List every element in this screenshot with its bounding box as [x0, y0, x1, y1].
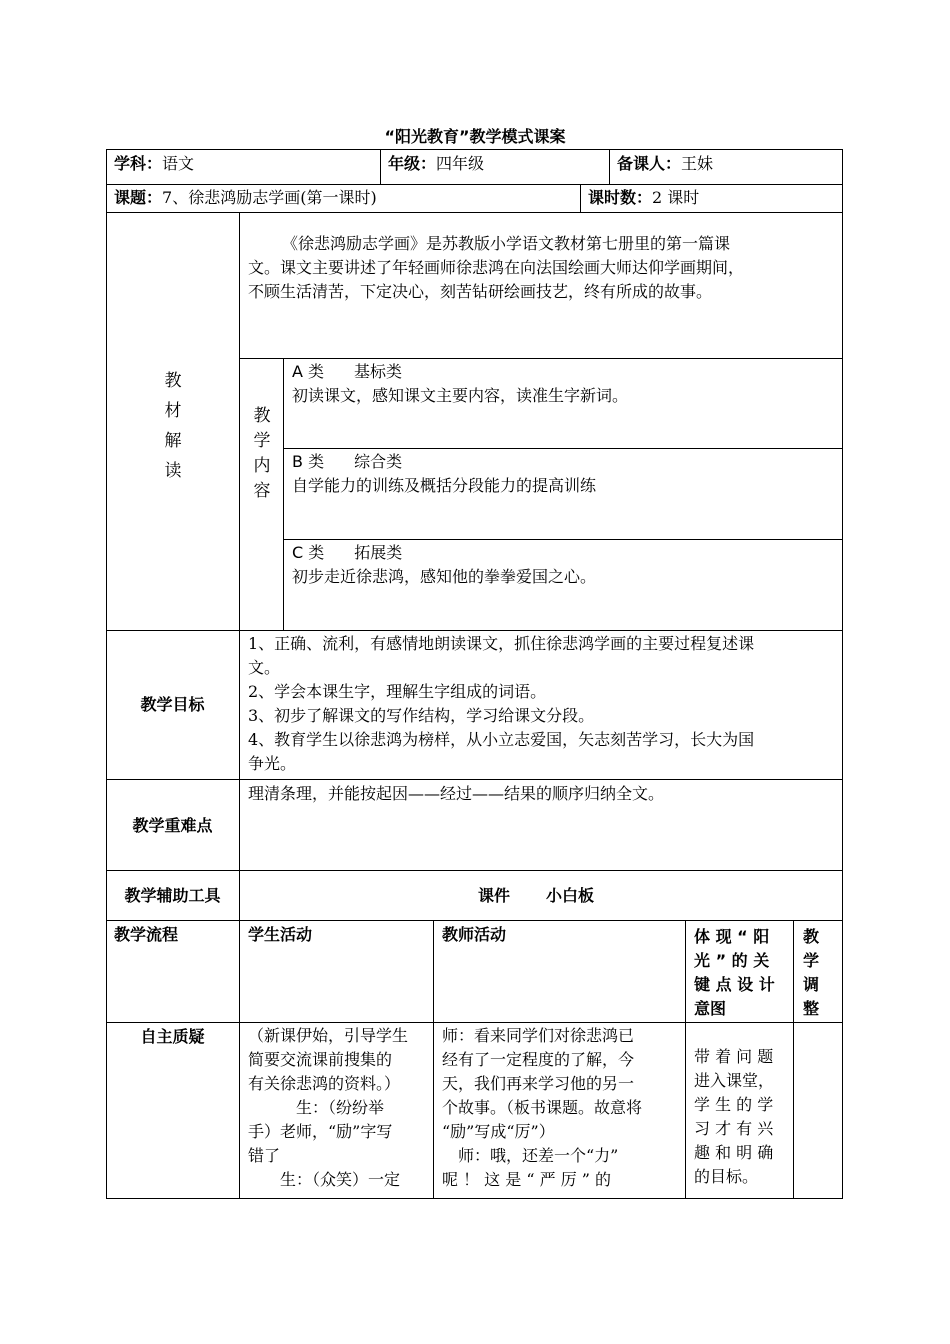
- flow-row-process: 自主质疑: [140, 1027, 205, 1046]
- category-a-desc: 初读课文，感知课文主要内容，读准生字新词。: [292, 386, 629, 405]
- page-title: “阳光教育”教学模式课案: [384, 127, 566, 146]
- flow-student-header: 学生活动: [248, 925, 313, 944]
- key-points-text: 理清条理，并能按起因——经过——结果的顺序归纳全文。: [248, 784, 665, 803]
- flow-row-teacher: 师：看来同学们对徐悲鸿已 经有了一定程度的了解，今 天，我们再来学习他的另一 个故事。（板书课题。故意将 “励”写成“厉”） 师：哦，还差一个“力” 呢 ！ 这 是 “ 严 厉 ” 的: [442, 1026, 643, 1189]
- topic-value: 7、徐悲鸿励志学画(第一课时): [162, 188, 377, 207]
- goals-list: 1、正确、流利，有感情地朗读课文，抓住徐悲鸿学画的主要过程复述课 文。 2、学会本课生字，理解生字组成的词语。 3、初步了解课文的写作结构，学习给课文分段。 4、教育学生以徐悲鸿为榜样，从小立志爱国，矢志刻苦学习，长大为国 争光。: [248, 634, 755, 773]
- category-b: B 类 综合类 自学能力的训练及概括分段能力的提高训练: [292, 450, 596, 498]
- topic-cell: [114, 186, 377, 210]
- textbook-intro: 《徐悲鸿励志学画》是苏教版小学语文教材第七册里的第一篇课 文。课文主要讲述了年轻画师徐悲鸿在向法国绘画大师达仰学画期间， 不顾生活清苦，下定决心，刻苦钻研绘画技艺，终有所成的故事。: [248, 234, 745, 301]
- category-a: A 类 基标类 初读课文，感知课文主要内容，读准生字新词。: [292, 360, 628, 408]
- grade-label: 年级：: [388, 154, 437, 173]
- subject-label: 学科：: [114, 154, 163, 173]
- subject-value: 语文: [162, 154, 195, 173]
- category-b-desc: 自学能力的训练及概括分段能力的提高训练: [292, 476, 597, 495]
- category-c-desc: 初步走近徐悲鸿，感知他的拳拳爱国之心。: [292, 567, 597, 586]
- flow-process-header: 教学流程: [114, 925, 179, 944]
- flow-row-design: 带 着 问 题 进入课堂， 学 生 的 学 习 才 有 兴 趣 和 明 确 的目标。: [694, 1047, 775, 1186]
- category-c: C 类 拓展类 初步走近徐悲鸿，感知他的拳拳爱国之心。: [292, 541, 596, 589]
- preparer-value: 王妹: [681, 154, 714, 173]
- preparer-cell: [617, 152, 713, 176]
- flow-row-student: （新课伊始，引导学生 简要交流课前搜集的 有关徐悲鸿的资料。） 生：（纷纷举 手）老师，“励”字写 错了 生：（众笑）一定: [248, 1026, 409, 1189]
- flow-adjust-header: 教 学 调 整: [803, 927, 820, 1018]
- content-section-label: 教 学 内 容: [253, 406, 271, 501]
- goals-label: 教学目标: [140, 695, 205, 714]
- hours-label: 课时数：: [588, 188, 653, 207]
- tools-item-whiteboard: 小白板: [546, 886, 595, 905]
- key-points-label: 教学重难点: [132, 816, 213, 835]
- flow-teacher-header: 教师活动: [442, 925, 507, 944]
- flow-design-header: 体 现 “ 阳 光 ” 的 关 键 点 设 计 意图: [694, 927, 775, 1018]
- hours-cell: [588, 186, 699, 210]
- textbook-section-label: 教 材 解 读: [164, 371, 182, 481]
- tools-label: 教学辅助工具: [124, 886, 221, 905]
- tools-item-courseware: 课件: [478, 886, 511, 905]
- grade-cell: [388, 152, 484, 176]
- subject-cell: [114, 152, 194, 176]
- preparer-label: 备课人：: [617, 154, 682, 173]
- topic-label: 课题：: [114, 188, 163, 207]
- hours-value: 2 课时: [652, 188, 700, 207]
- grade-value: 四年级: [436, 154, 485, 173]
